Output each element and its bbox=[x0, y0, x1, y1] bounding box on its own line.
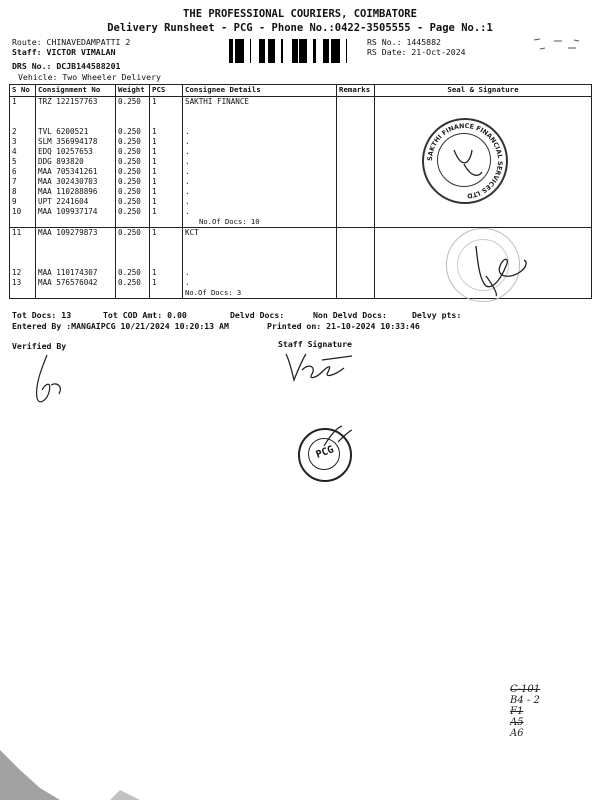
barcode-bar bbox=[323, 39, 325, 63]
docs-row-cell bbox=[116, 288, 150, 299]
col-weight: Weight bbox=[116, 85, 150, 97]
barcode-bar bbox=[259, 39, 262, 63]
note-1: C-101 bbox=[510, 684, 541, 695]
barcode-bar bbox=[328, 39, 329, 63]
row-consignment: DDG 893820 bbox=[36, 157, 116, 167]
row-weight: 0.250 bbox=[116, 177, 150, 187]
entered-by: Entered By :MANGAIPCG 10/21/2024 10:20:13 AM bbox=[12, 321, 229, 331]
row-remarks bbox=[337, 197, 375, 207]
docs-row-cell bbox=[150, 217, 183, 228]
printed-on: Printed on: 21-10-2024 10:33:46 bbox=[267, 321, 420, 331]
note-5: A6 bbox=[510, 728, 524, 739]
row-consignee: . bbox=[183, 268, 337, 278]
table-row bbox=[10, 107, 592, 117]
barcode-bar bbox=[268, 39, 269, 63]
barcode-bar bbox=[239, 39, 241, 63]
route-value: CHINAVEDAMPATTI 2 bbox=[46, 37, 131, 47]
row-remarks bbox=[337, 238, 375, 248]
row-seal bbox=[375, 97, 592, 108]
row-remarks bbox=[337, 97, 375, 108]
docs-row-cell bbox=[337, 288, 375, 299]
row-remarks bbox=[337, 248, 375, 258]
row-weight bbox=[116, 117, 150, 127]
row-pcs: 1 bbox=[150, 167, 183, 177]
row-sno: 10 bbox=[10, 207, 36, 217]
col-remarks: Remarks bbox=[337, 85, 375, 97]
drs-line: DRS No.: DCJB144588201 bbox=[12, 61, 121, 71]
row-pcs: 1 bbox=[150, 97, 183, 108]
row-weight: 0.250 bbox=[116, 278, 150, 288]
row-pcs bbox=[150, 248, 183, 258]
row-pcs: 1 bbox=[150, 137, 183, 147]
barcode-bar bbox=[235, 39, 238, 63]
row-sno bbox=[10, 258, 36, 268]
tot-cod: Tot COD Amt: 0.00 bbox=[103, 310, 187, 320]
scan-shadow bbox=[0, 740, 160, 800]
no-of-docs: No.Of Docs: 3 bbox=[183, 288, 337, 299]
barcode-bar bbox=[238, 39, 239, 63]
delvd-docs: Delvd Docs: bbox=[230, 310, 285, 320]
row-consignment bbox=[36, 117, 116, 127]
row-sno: 11 bbox=[10, 228, 36, 239]
barcode-bar bbox=[274, 39, 275, 63]
row-weight bbox=[116, 238, 150, 248]
row-pcs bbox=[150, 238, 183, 248]
row-pcs: 1 bbox=[150, 187, 183, 197]
row-sno: 1 bbox=[10, 97, 36, 108]
row-consignee: . bbox=[183, 187, 337, 197]
row-remarks bbox=[337, 207, 375, 217]
pcg-stamp: PCG bbox=[298, 428, 352, 482]
barcode-bar bbox=[335, 39, 337, 63]
drs-value: DCJB144588201 bbox=[56, 61, 121, 71]
row-remarks bbox=[337, 228, 375, 239]
barcode-bar bbox=[313, 39, 316, 63]
row-weight: 0.250 bbox=[116, 157, 150, 167]
docs-row-cell bbox=[36, 288, 116, 299]
row-pcs: 1 bbox=[150, 197, 183, 207]
row-consignment bbox=[36, 107, 116, 117]
barcode-bar bbox=[241, 39, 244, 63]
row-sno bbox=[10, 238, 36, 248]
docs-row-cell bbox=[36, 217, 116, 228]
row-weight bbox=[116, 248, 150, 258]
row-pcs: 1 bbox=[150, 157, 183, 167]
row-sno bbox=[10, 117, 36, 127]
row-remarks bbox=[337, 268, 375, 278]
row-sno: 9 bbox=[10, 197, 36, 207]
row-consignment: UPT 2241604 bbox=[36, 197, 116, 207]
row-consignment: MAA 109279873 bbox=[36, 228, 116, 239]
row-consignee: . bbox=[183, 157, 337, 167]
row-weight: 0.250 bbox=[116, 97, 150, 108]
row-pcs: 1 bbox=[150, 207, 183, 217]
barcode-bar bbox=[281, 39, 283, 63]
row-sno: 6 bbox=[10, 167, 36, 177]
note-2: B4 - 2 bbox=[510, 695, 540, 706]
row-consignee: . bbox=[183, 177, 337, 187]
row-consignee: . bbox=[183, 167, 337, 177]
row-pcs: 1 bbox=[150, 127, 183, 137]
row-consignment: TVL 6200521 bbox=[36, 127, 116, 137]
row-consignment: MAA 576576042 bbox=[36, 278, 116, 288]
row-remarks bbox=[337, 157, 375, 167]
col-consignee: Consignee Details bbox=[183, 85, 337, 97]
docs-row-cell bbox=[10, 217, 36, 228]
row-consignment bbox=[36, 248, 116, 258]
row-consignee bbox=[183, 238, 337, 248]
docs-row-cell bbox=[375, 217, 592, 228]
row-weight bbox=[116, 107, 150, 117]
row-consignment: MAA 705341261 bbox=[36, 167, 116, 177]
kct-signature bbox=[468, 236, 538, 298]
row-remarks bbox=[337, 187, 375, 197]
note-4: A5 bbox=[510, 717, 524, 728]
staff-signature bbox=[282, 348, 362, 384]
table-row bbox=[10, 207, 592, 217]
col-pcs: PCS bbox=[150, 85, 183, 97]
barcode-bar bbox=[304, 39, 305, 63]
row-seal bbox=[375, 207, 592, 217]
row-weight: 0.250 bbox=[116, 147, 150, 157]
barcode-bar bbox=[263, 39, 265, 63]
rs-date-value: 21-Oct-2024 bbox=[411, 47, 466, 57]
row-sno: 7 bbox=[10, 177, 36, 187]
route-line: Route: CHINAVEDAMPATTI 2 bbox=[12, 37, 131, 47]
note-3: F1 bbox=[510, 706, 524, 717]
row-consignee: . bbox=[183, 197, 337, 207]
barcode-bar bbox=[337, 39, 340, 63]
pcg-stamp-scribble bbox=[318, 422, 358, 452]
col-seal: Seal & Signature bbox=[375, 85, 592, 97]
row-remarks bbox=[337, 147, 375, 157]
row-consignment bbox=[36, 238, 116, 248]
col-consignment: Consignment No bbox=[36, 85, 116, 97]
row-consignee: KCT bbox=[183, 228, 337, 239]
staff-line: Staff: VICTOR VIMALAN bbox=[12, 47, 116, 57]
barcode-bar bbox=[229, 39, 232, 63]
row-pcs bbox=[150, 107, 183, 117]
row-weight: 0.250 bbox=[116, 197, 150, 207]
verified-by-label: Verified By bbox=[12, 341, 67, 351]
group-docs-row bbox=[10, 217, 592, 228]
barcode-bar bbox=[262, 39, 263, 63]
row-consignment: MAA 302430703 bbox=[36, 177, 116, 187]
row-remarks bbox=[337, 278, 375, 288]
table-row bbox=[10, 97, 592, 108]
row-sno: 13 bbox=[10, 278, 36, 288]
row-remarks bbox=[337, 137, 375, 147]
row-sno bbox=[10, 107, 36, 117]
row-sno: 2 bbox=[10, 127, 36, 137]
row-consignee: . bbox=[183, 127, 337, 137]
barcode-bar bbox=[269, 39, 271, 63]
row-remarks bbox=[337, 107, 375, 117]
row-pcs bbox=[150, 258, 183, 268]
barcode-bar bbox=[305, 39, 307, 63]
staff-signature-label: Staff Signature bbox=[278, 339, 352, 349]
row-seal bbox=[375, 107, 592, 117]
rs-no-line: RS No.: 1445882 bbox=[367, 37, 441, 47]
barcode-bar bbox=[325, 39, 328, 63]
row-consignee bbox=[183, 107, 337, 117]
delvy-pts: Delvy pts: bbox=[412, 310, 462, 320]
row-pcs: 1 bbox=[150, 228, 183, 239]
svg-text:SAKTHI FINANCE FINANCIAL SERVI: SAKTHI FINANCE FINANCIAL SERVICES LTD bbox=[425, 121, 505, 200]
row-sno: 12 bbox=[10, 268, 36, 278]
no-of-docs: No.Of Docs: 10 bbox=[183, 217, 337, 228]
docs-row-cell bbox=[337, 217, 375, 228]
row-weight: 0.250 bbox=[116, 127, 150, 137]
sakthi-finance-stamp bbox=[422, 118, 508, 204]
rs-date-line: RS Date: 21-Oct-2024 bbox=[367, 47, 466, 57]
row-remarks bbox=[337, 127, 375, 137]
row-weight: 0.250 bbox=[116, 167, 150, 177]
row-consignment: MAA 109937174 bbox=[36, 207, 116, 217]
barcode-bar bbox=[299, 39, 301, 63]
barcode-bar bbox=[334, 39, 335, 63]
row-weight: 0.250 bbox=[116, 187, 150, 197]
row-pcs bbox=[150, 117, 183, 127]
row-sno: 8 bbox=[10, 187, 36, 197]
row-consignee: . bbox=[183, 207, 337, 217]
handwritten-notes bbox=[510, 684, 540, 739]
row-sno: 3 bbox=[10, 137, 36, 147]
row-sno bbox=[10, 248, 36, 258]
tot-docs: Tot Docs: 13 bbox=[12, 310, 72, 320]
row-pcs: 1 bbox=[150, 268, 183, 278]
row-consignment: SLM 356994178 bbox=[36, 137, 116, 147]
company-name: THE PROFESSIONAL COURIERS, COIMBATORE bbox=[183, 8, 417, 20]
row-consignment: MAA 110288896 bbox=[36, 187, 116, 197]
runsheet-title: Delivery Runsheet - PCG - Phone No.:0422-3505555 - Page No.:1 bbox=[107, 22, 493, 34]
row-remarks bbox=[337, 117, 375, 127]
barcode-bar bbox=[301, 39, 304, 63]
barcode-bar bbox=[295, 39, 298, 63]
table-header-row bbox=[10, 85, 592, 97]
row-consignee: . bbox=[183, 147, 337, 157]
non-delvd-docs: Non Delvd Docs: bbox=[313, 310, 387, 320]
row-sno: 5 bbox=[10, 157, 36, 167]
row-pcs: 1 bbox=[150, 278, 183, 288]
row-consignee: . bbox=[183, 278, 337, 288]
corner-marks bbox=[530, 34, 590, 54]
row-remarks bbox=[337, 167, 375, 177]
row-consignee bbox=[183, 258, 337, 268]
row-remarks bbox=[337, 177, 375, 187]
docs-row-cell bbox=[150, 288, 183, 299]
row-weight: 0.250 bbox=[116, 268, 150, 278]
row-weight: 0.250 bbox=[116, 137, 150, 147]
rs-no-value: 1445882 bbox=[406, 37, 441, 47]
docs-row-cell bbox=[10, 288, 36, 299]
row-consignment: MAA 110174307 bbox=[36, 268, 116, 278]
vehicle-value: Two Wheeler Delivery bbox=[62, 72, 161, 82]
row-consignee bbox=[183, 117, 337, 127]
row-consignee: SAKTHI FINANCE bbox=[183, 97, 337, 108]
barcode-bar bbox=[232, 39, 233, 63]
row-weight: 0.250 bbox=[116, 207, 150, 217]
verified-signature bbox=[25, 350, 75, 410]
row-consignee: . bbox=[183, 137, 337, 147]
barcode-bar bbox=[331, 39, 334, 63]
row-weight: 0.250 bbox=[116, 228, 150, 239]
row-pcs: 1 bbox=[150, 147, 183, 157]
docs-row-cell bbox=[116, 217, 150, 228]
barcode-bar bbox=[293, 39, 295, 63]
col-sno: S No bbox=[10, 85, 36, 97]
row-consignee bbox=[183, 248, 337, 258]
barcode-bar bbox=[346, 39, 347, 63]
vehicle-line: Vehicle: Two Wheeler Delivery bbox=[18, 72, 161, 82]
row-consignment: EDQ 10257653 bbox=[36, 147, 116, 157]
row-consignment: TRZ 122157763 bbox=[36, 97, 116, 108]
row-remarks bbox=[337, 258, 375, 268]
barcode-bar bbox=[271, 39, 274, 63]
row-sno: 4 bbox=[10, 147, 36, 157]
row-weight bbox=[116, 258, 150, 268]
row-pcs: 1 bbox=[150, 177, 183, 187]
staff-value: VICTOR VIMALAN bbox=[46, 47, 116, 57]
barcode-bar bbox=[250, 39, 251, 63]
barcode-bar bbox=[292, 39, 293, 63]
row-consignment bbox=[36, 258, 116, 268]
barcode-image bbox=[229, 39, 357, 63]
